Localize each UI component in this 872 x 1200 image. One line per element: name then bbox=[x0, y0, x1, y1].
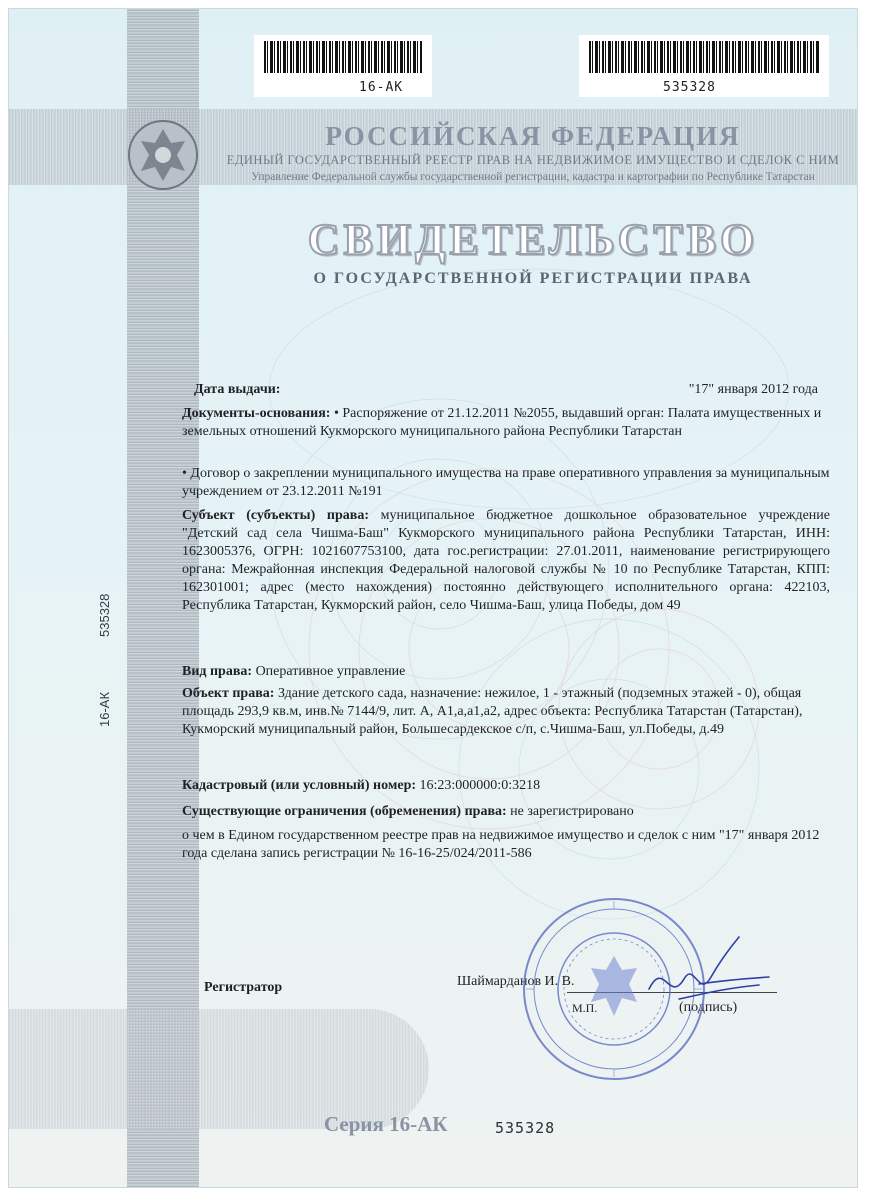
cadastral-label: Кадастровый (или условный) номер: bbox=[182, 778, 417, 793]
registry-name: ЕДИНЫЙ ГОСУДАРСТВЕННЫЙ РЕЕСТР ПРАВ НА НЕДВИЖИМОЕ ИМУЩЕСТВО И СДЕЛОК С НИМ bbox=[226, 153, 840, 167]
restrictions-value: не зарегистрировано bbox=[510, 804, 634, 819]
barcode-right-label: 535328 bbox=[663, 80, 716, 95]
signature-caption: (подпись) bbox=[679, 1000, 738, 1015]
side-series: 16-АК bbox=[97, 691, 112, 727]
registrar-name: Шаймарданов И. В. bbox=[457, 974, 575, 989]
coat-of-arms-icon bbox=[121, 113, 205, 197]
stamp-place: М.П. bbox=[572, 1001, 598, 1015]
country-title: РОССИЙСКАЯ ФЕДЕРАЦИЯ bbox=[325, 121, 741, 151]
object-label: Объект права: bbox=[182, 686, 275, 701]
right-type-value: Оперативное управление bbox=[255, 664, 406, 679]
footer-ornament-band bbox=[9, 1009, 429, 1129]
barcode-bars bbox=[589, 41, 819, 73]
cadastral-value: 16:23:000000:0:3218 bbox=[419, 778, 541, 793]
footer-series: Серия 16-АК bbox=[324, 1112, 448, 1136]
documents-label: Документы-основания: bbox=[182, 406, 331, 421]
barcode-bars bbox=[264, 41, 422, 73]
registrar-label: Регистратор bbox=[204, 980, 283, 995]
registry-record: о чем в Едином государственном реестре прав на недвижимое имущество и сделок с ним "17" января 2012 года сделана запись регистрации № 16-16-25/024/2011-586 bbox=[182, 828, 820, 861]
certificate-subtitle: О ГОСУДАРСТВЕННОЙ РЕГИСТРАЦИИ ПРАВА bbox=[313, 270, 753, 287]
barcode-left-label: 16-AK bbox=[359, 80, 404, 95]
certificate-page bbox=[8, 8, 858, 1188]
side-number: 535328 bbox=[97, 593, 112, 637]
subject-text: муниципальное бюджетное дошкольное образовательное учреждение "Детский сад села Чишма-Баш" Кукморского муниципального района Республики Татарстан, ИНН: 1623005376, ОГРН: 1021607753100, дата гос.регистрации: 27.01.2011, наименование регистрирующего органа: Межрайонная инспекция Федеральной налоговой службы № 10 по Республике Татарстан, КПП: 162301001; адрес (место нахождения) постоянно действующего исполнительного органа: 422103, Республика Татарстан, Кукморский район, село Чишма-Баш, улица Победы, дом 49 bbox=[182, 508, 831, 613]
certificate-title: СВИДЕТЕЛЬСТВО bbox=[307, 215, 759, 264]
right-type-label: Вид права: bbox=[182, 664, 253, 679]
signature-icon bbox=[639, 929, 779, 1019]
barcode-right bbox=[579, 35, 829, 97]
footer-number: 535328 bbox=[495, 1119, 556, 1137]
issue-date-label: Дата выдачи: bbox=[194, 382, 281, 397]
restrictions-label: Существующие ограничения (обременения) права: bbox=[182, 804, 507, 819]
documents-item-2: • Договор о закреплении муниципального имущества на праве оперативного управления за муниципальным учреждением от 23.12.2011 №191 bbox=[182, 466, 830, 499]
issuing-office: Управление Федеральной службы государственной регистрации, кадастра и картографии по Республике Татарстан bbox=[251, 171, 815, 183]
issue-date-value: "17" января 2012 года bbox=[688, 382, 818, 397]
barcode-left bbox=[254, 35, 432, 97]
subject-label: Субъект (субъекты) права: bbox=[182, 508, 369, 523]
object-text: Здание детского сада, назначение: нежилое, 1 - этажный (подземных этажей - 0), общая площадь 293,9 кв.м, инв.№ 7144/9, лит. А, А1,а,а1,а2, адрес объекта: Республика Татарстан (Татарстан), Кукморский муниципальный район, Большесардекское с/п, с.Чишма-Баш, ул.Победы, д.49 bbox=[182, 686, 803, 737]
documents-item-1: • Распоряжение от 21.12.2011 №2055, выдавший орган: Палата имущественных и земельных отношений Кукморского муниципального района Республики Татарстан bbox=[182, 406, 822, 439]
